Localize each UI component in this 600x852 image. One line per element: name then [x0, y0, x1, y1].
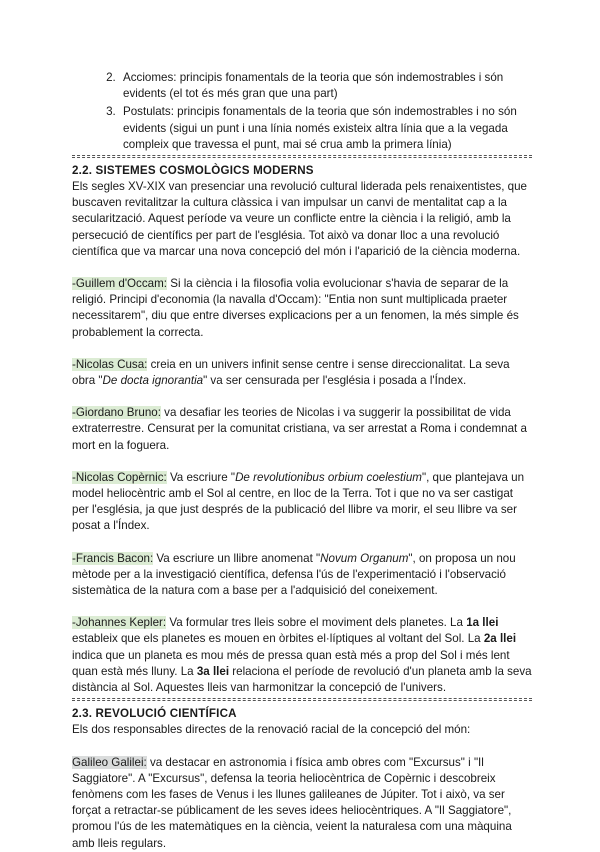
law-label: 1a llei — [466, 616, 499, 630]
paragraph-cusa — [72, 357, 532, 389]
highlighted-name: Galileo Galilei: — [72, 755, 147, 769]
paragraph-text: va destacar en astronomia i física amb obres com "Excursus" i "Il Saggiatore". A "Excursus", defensa la teoria heliocèntrica de Copèrnic i descobreix fenòmens com les fases de Venus i les llunes galileanes de Júpiter. Tot i això, va ser forçat a retractar-se públicament de les seves idees heliocèntriques. A "Il Saggiatore", promou l'ús de les matemàtiques en la ciència, veient la naturalesa com una màquina amb lleis regulars. — [72, 755, 512, 850]
paragraph-text: va desafiar les teories de Nicolas i va suggerir la possibilitat de vida extraterrestre. Censurat per la comunitat cristiana, va ser arrestat a Roma i condemnat a mort en la foguera. — [72, 406, 527, 452]
paragraph-text: ", que plantejava un model heliocèntric amb el Sol al centre, en lloc de la Terra. Tot i que no va ser castigat per l'església, ja que just després de la publicació del llibre va morir, el seu llibre va ser posat a l'Índex. — [72, 470, 525, 533]
paragraph-text: Va escriure un llibre anomenat " — [153, 551, 321, 565]
highlighted-name: -Nicolas Cusa: — [72, 357, 148, 371]
paragraph-occam — [72, 276, 532, 341]
work-title: De docta ignorantia — [102, 374, 204, 388]
work-title: Novum Organum — [320, 551, 409, 565]
highlighted-name: -Nicolas Copèrnic: — [72, 470, 167, 484]
highlighted-name: -Guillem d'Occam: — [72, 277, 167, 291]
paragraph-text: creia en un univers infinit sense centre i sense direccionalitat. La seva obra " — [72, 357, 510, 388]
paragraph-bacon — [72, 551, 532, 600]
paragraph-copernic — [72, 470, 532, 535]
paragraph-text: Si la ciència i la filosofia volia evolucionar s'havia de separar de la religió. Principi d'economia (la navalla d'Occam): "Entia non sunt multiplicada praeter necessitarem", diu que entre diverses explicacions per a un fenomen, la més simple és probablement la correcta. — [72, 277, 519, 339]
paragraph-text: Va escriure " — [166, 470, 236, 484]
list-item: 3. Postulats: principis fonamentals de la teoria que són indemostrables i no són evidents (sigui un punt i una línia només existeix altra línia que a la vegada compleix que travessa el punt, mai sé crua amb la primera línia) — [119, 104, 532, 153]
highlighted-name: -Giordano Bruno: — [72, 406, 161, 420]
principles-list — [72, 70, 532, 153]
paragraph-text: estableix que els planetes es mouen en òrbites el·líptiques al voltant del Sol. La — [72, 632, 484, 646]
paragraph-galileo — [72, 755, 532, 852]
paragraph-text: Va formular tres lleis sobre el moviment dels planetes. La — [166, 616, 467, 630]
section-intro: Els dos responsables directes de la renovació racial de la concepció del món: — [72, 723, 471, 737]
section-divider — [72, 698, 532, 701]
section-heading: 2.3. REVOLUCIÓ CIENTÍFICA — [72, 707, 237, 721]
page-content — [72, 70, 532, 852]
paragraph-bruno — [72, 405, 532, 454]
law-label: 2a llei — [483, 632, 517, 646]
paragraph-kepler — [72, 615, 532, 696]
highlighted-name: -Francis Bacon: — [72, 551, 154, 565]
section-divider — [72, 155, 532, 158]
paragraph-text: relaciona el període de revolució d'un planeta amb la seva distància al Sol. Aquestes lleis van harmonitzar la concepció de l'univers. — [72, 664, 532, 695]
paragraph-text: " va ser censurada per l'església i posada a l'Índex. — [203, 374, 467, 388]
work-title: De revolutionibus orbium coelestium — [235, 470, 422, 484]
paragraph-text: ", on proposa un nou mètode per a la investigació científica, defensa l'ús de l'experimentació i l'observació sistemàtica de la natura com a base per a l'adquisició del coneixement. — [72, 551, 516, 598]
highlighted-name: -Johannes Kepler: — [72, 616, 167, 630]
paragraph-text: indica que un planeta es mou més de pressa quan està més a prop del Sol i més lent quan està més lluny. La — [72, 648, 510, 678]
section-heading: 2.2. SISTEMES COSMOLÒGICS MODERNS — [72, 164, 314, 178]
law-label: 3a llei — [196, 664, 230, 678]
section-intro: Els segles XV-XIX van presenciar una revolució cultural liderada pels renaixentistes, que buscaven revitalitzar la cultura clàssica i van impulsar un canvi de mentalitat cap a la secularització. Aquest període va veure un conflicte entre la ciència i la religió, amb la persecució de científics per part de l'església. Tot això va donar lloc a una revolució científica que va marcar una nova concepció del món i l'aparició de la ciència moderna. — [72, 180, 527, 258]
list-item: 2. Acciomes: principis fonamentals de la teoria que són indemostrables i són evidents (el tot és més gran que una part) — [119, 70, 532, 102]
